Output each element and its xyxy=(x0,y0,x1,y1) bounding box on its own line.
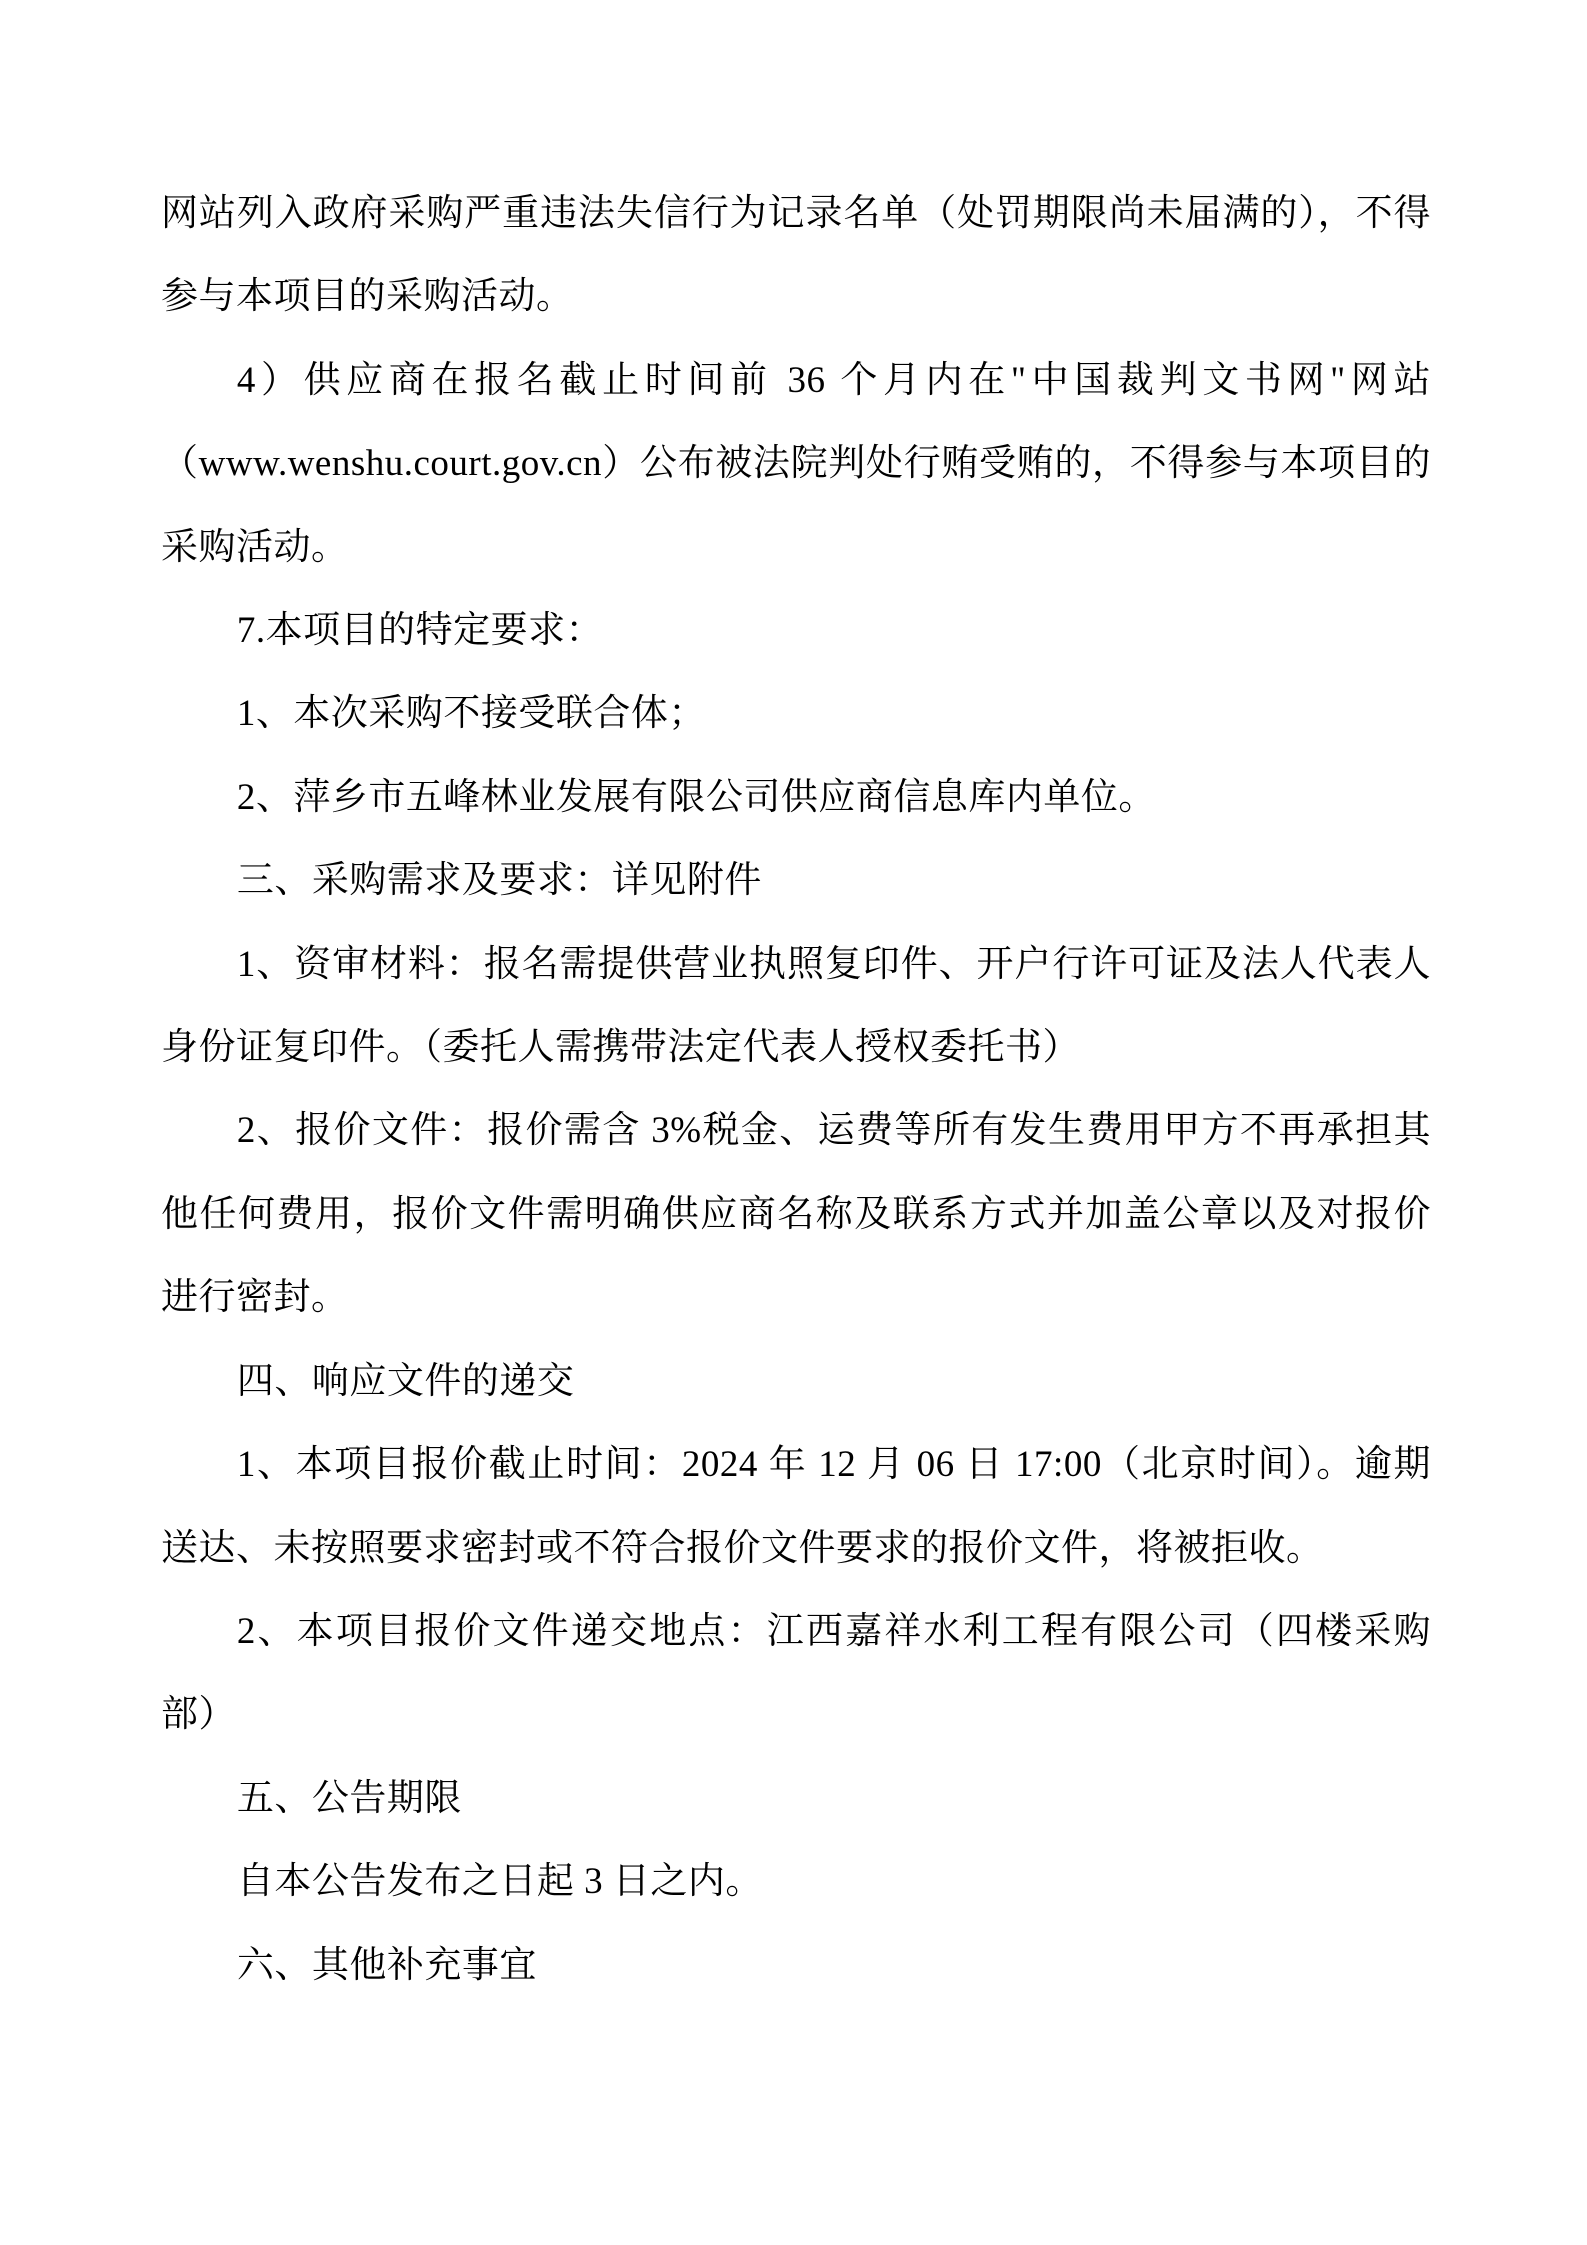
heading-section-6-other-matters: 六、其他补充事宜 xyxy=(236,1944,537,1986)
heading-section-4-response-submission: 四、响应文件的递交 xyxy=(236,1360,575,1402)
paragraph-qualification-materials: 1、资审材料：报名需提供营业执照复印件、开户行许可证及法人代表人身份证复印件。（委托人需携带法定代表人授权委托书） xyxy=(161,943,1431,1069)
heading-section-5-announcement-period: 五、公告期限 xyxy=(236,1777,462,1819)
paragraph-announcement-period-duration: 自本公告发布之日起 3 日之内。 xyxy=(236,1861,763,1903)
paragraph-requirement-2-supplier-database: 2、萍乡市五峰林业发展有限公司供应商信息库内单位。 xyxy=(236,776,1156,818)
paragraph-submission-location: 2、本项目报价文件递交地点：江西嘉祥水利工程有限公司（四楼采购部） xyxy=(161,1610,1431,1736)
paragraph-item-4-bribery-clause: 4）供应商在报名截止时间前 36 个月内在"中国裁判文书网"网站（www.wenshu.court.gov.cn）公布被法院判处行贿受贿的，不得参与本项目的采购活动。 xyxy=(161,359,1431,568)
paragraph-quotation-documents: 2、报价文件：报价需含 3%税金、运费等所有发生费用甲方不再承担其他任何费用，报价文件需明确供应商名称及联系方式并加盖公章以及对报价进行密封。 xyxy=(161,1110,1431,1319)
paragraph-requirement-1-no-consortium: 1、本次采购不接受联合体； xyxy=(236,693,706,735)
heading-section-3-procurement-demand: 三、采购需求及要求：详见附件 xyxy=(236,860,762,902)
paragraph-deadline-time: 1、本项目报价截止时间：2024 年 12 月 06 日 17:00（北京时间）。逾期送达、未按照要求密封或不符合报价文件要求的报价文件，将被拒收。 xyxy=(161,1444,1431,1569)
paragraph-item-7-specific-requirements: 7.本项目的特定要求： xyxy=(236,610,604,652)
paragraph-blacklist-continuation: 网站列入政府采购严重违法失信行为记录名单（处罚期限尚未届满的），不得参与本项目的采购活动。 xyxy=(161,193,1431,318)
